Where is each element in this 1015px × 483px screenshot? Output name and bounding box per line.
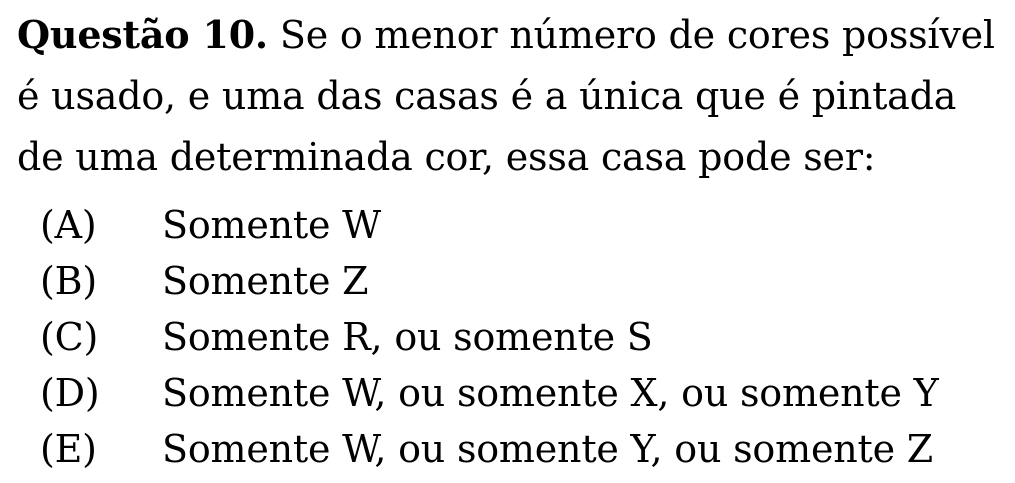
option-e bbox=[40, 421, 1010, 477]
option-letter: (A) bbox=[40, 203, 97, 247]
option-letter: (B) bbox=[40, 259, 97, 303]
option-letter: (E) bbox=[40, 427, 97, 471]
option-c bbox=[40, 309, 1010, 365]
option-text: Somente W, ou somente X, ou somente Y bbox=[162, 371, 939, 415]
option-b bbox=[40, 253, 1010, 309]
option-d bbox=[40, 365, 1010, 421]
option-a bbox=[40, 197, 1010, 253]
question-number: Questão 10. bbox=[17, 12, 268, 57]
question-statement bbox=[17, 4, 1007, 188]
option-letter: (D) bbox=[40, 371, 100, 415]
answer-options-list bbox=[40, 197, 1010, 477]
option-text: Somente Z bbox=[162, 259, 369, 303]
option-text: Somente W, ou somente Y, ou somente Z bbox=[162, 427, 933, 471]
option-letter: (C) bbox=[40, 315, 99, 359]
option-text: Somente W bbox=[162, 203, 382, 247]
question-text: Se o menor número de cores possível é usado, e uma das casas é a única que é pintada de uma determinada cor, essa casa pode ser: bbox=[17, 13, 995, 179]
option-text: Somente R, ou somente S bbox=[162, 315, 653, 359]
